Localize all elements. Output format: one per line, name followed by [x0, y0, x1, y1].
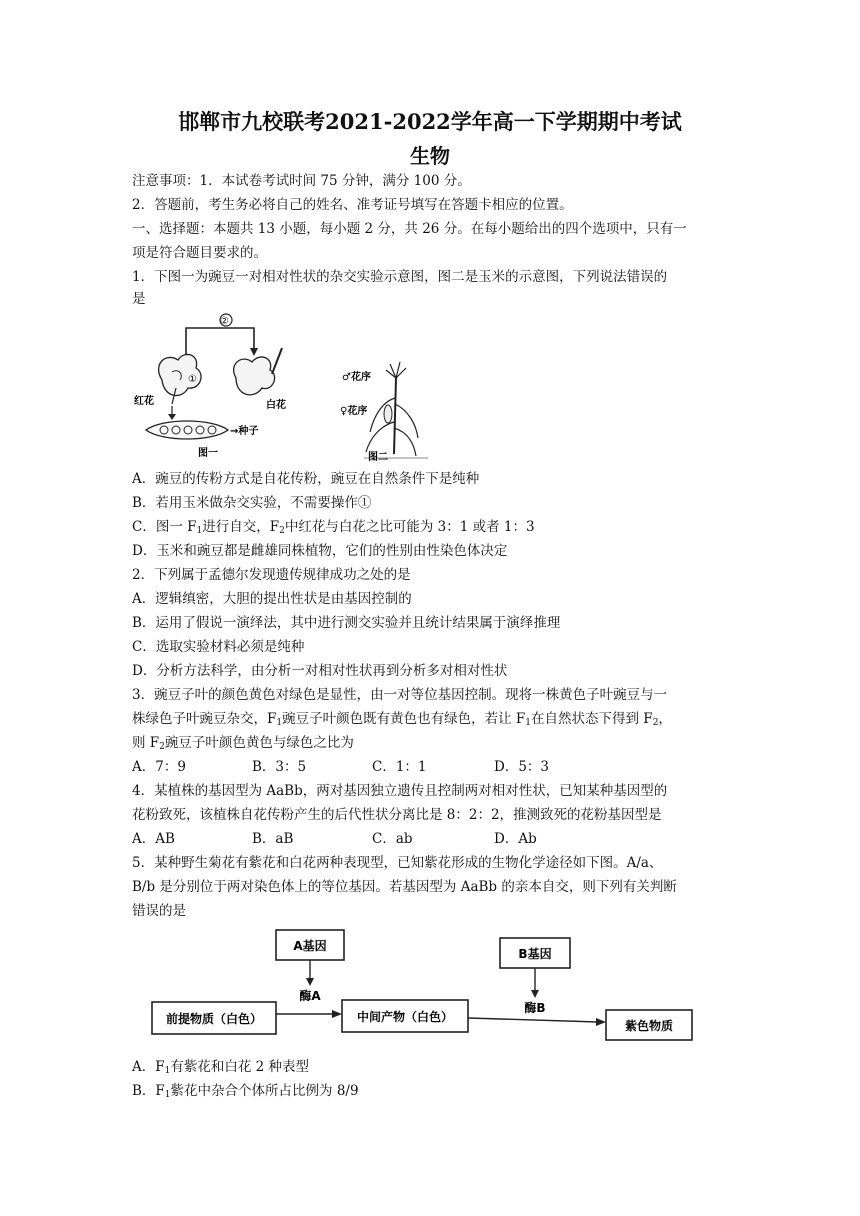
enzyme-a-label: 酶A: [299, 989, 321, 1003]
q1-stem-line2: 是: [132, 291, 146, 307]
gene-b-box: B基因: [518, 947, 552, 961]
q3-option-d: D．5：3: [494, 759, 550, 775]
gene-a-box: A基因: [293, 939, 327, 953]
q5-pathway-figure: [132, 926, 732, 1046]
q5-option-b: B．$F_1$紫花中杂合个体所占比例为 8/9: [132, 1083, 359, 1100]
q4-option-d: D．Ab: [494, 831, 537, 847]
fig2-female-flower-label: ♀花序: [340, 406, 368, 417]
q3-stem-line1: 3．豌豆子叶的颜色黄色对绿色是显性，由一对等位基因控制。现将一株黄色子叶豌豆与一: [132, 687, 668, 703]
q2-option-b: B．运用了假说一演绎法，其中进行测交实验并且统计结果属于演绎推理: [132, 615, 561, 631]
q2-option-c: C．选取实验材料必须是纯种: [132, 639, 305, 655]
q1-figure: [132, 308, 432, 466]
fig1-seed-label: →种子: [230, 426, 259, 437]
precursor-box: 前提物质（白色）: [165, 1012, 263, 1026]
q4-option-b: B．aB: [252, 831, 294, 847]
q3-stem-line3: 则 $F_2$豌豆子叶颜色黄色与绿色之比为: [132, 735, 354, 752]
fig2-male-flower-label: ♂花序: [342, 372, 371, 383]
q2-option-d: D．分析方法科学，由分析一对相对性状再到分析多对相对性状: [132, 663, 508, 679]
notice-2: 2．答题前，考生务必将自己的姓名、准考证号填写在答题卡相应的位置。: [132, 197, 573, 213]
fig1-circle-1: ①: [188, 374, 197, 385]
q1-option-d: D．玉米和豌豆都是雌雄同株植物，它们的性别由性染色体决定: [132, 543, 508, 559]
exam-title: 邯郸市九校联考2021-2022学年高一下学期期中考试: [178, 109, 682, 134]
q3-option-a: A．7：9: [132, 759, 186, 775]
section-header-line1: 一、选择题：本题共 13 小题，每小题 2 分，共 26 分。在每小题给出的四个选项中，只有一: [132, 221, 687, 237]
fig2-caption: 图二: [368, 452, 388, 463]
q2-stem: 2．下列属于孟德尔发现遗传规律成功之处的是: [132, 567, 411, 583]
notice-1: 注意事项：1．本试卷考试时间 75 分钟，满分 100 分。: [132, 173, 471, 189]
q2-option-a: A．逻辑缜密，大胆的提出性状是由基因控制的: [132, 591, 412, 607]
q5-stem-line2: B/b 是分别位于两对染色体上的等位基因。若基因型为 AaBb 的亲本自交，则下列有关判断: [132, 879, 677, 895]
q3-stem-line2: 株绿色子叶豌豆杂交，$F_1$豌豆子叶颜色既有黄色也有绿色，若让 $F_1$在自然状态下得到 $F_2$，: [132, 711, 672, 728]
q1-stem-line1: 1．下图一为豌豆一对相对性状的杂交实验示意图，图二是玉米的示意图，下列说法错误的: [132, 269, 668, 285]
subject-title: 生物: [410, 144, 450, 168]
fig1-circle-2: ②: [220, 316, 229, 327]
q5-stem-line1: 5．某种野生菊花有紫花和白花两种表现型，已知紫花形成的生物化学途径如下图。A/a、: [132, 855, 663, 871]
fig1-white-flower-label: 白花: [266, 400, 286, 411]
q4-stem-line1: 4．某植株的基因型为 AaBb，两对基因独立遗传且控制两对相对性状，已知某种基因型的: [132, 783, 668, 799]
intermediate-box: 中间产物（白色）: [356, 1010, 454, 1024]
q4-option-c: C．ab: [372, 831, 413, 847]
q1-option-a: A．豌豆的传粉方式是自花传粉，豌豆在自然条件下是纯种: [132, 471, 480, 487]
fig1-red-flower-label: 红花: [134, 396, 154, 407]
q4-stem-line2: 花粉致死，该植株自花传粉产生的后代性状分离比是 8：2：2，推测致死的花粉基因型是: [132, 807, 662, 823]
section-header-line2: 项是符合题目要求的。: [132, 245, 267, 261]
enzyme-b-label: 酶B: [524, 1001, 546, 1015]
q4-option-a: A．AB: [132, 831, 175, 847]
q3-option-c: C．1：1: [372, 759, 427, 775]
q1-option-b: B．若用玉米做杂交实验，不需要操作①: [132, 495, 372, 511]
purple-substance-box: 紫色物质: [624, 1019, 674, 1033]
q5-stem-line3: 错误的是: [132, 903, 186, 919]
q5-option-a: A．$F_1$有紫花和白花 2 种表型: [132, 1059, 310, 1076]
fig1-caption: 图一: [198, 448, 218, 459]
q3-option-b: B．3：5: [252, 759, 307, 775]
q1-option-c: C．图一 $F_1$进行自交，$F_2$中红花与白花之比可能为 3：1 或者 1：3: [132, 519, 535, 536]
